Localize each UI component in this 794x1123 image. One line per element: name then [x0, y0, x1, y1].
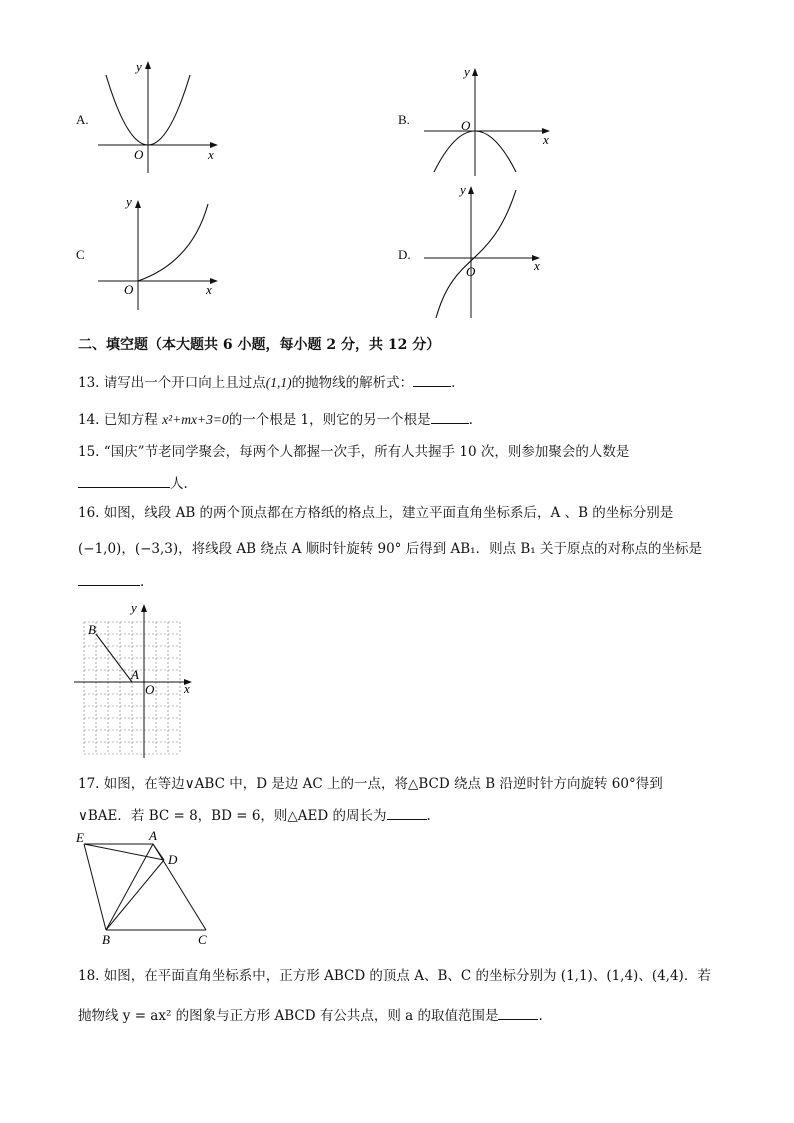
q16-grid-figure [74, 600, 200, 760]
question-16-line2: (−1,0)，(−3,3)，将线段 AB 绕点 A 顺时针旋转 90° 后得到 AB₁．则点 B₁ 关于原点的对称点的坐标是 [78, 541, 703, 557]
origin-label: O [124, 282, 134, 297]
point-b-label: B [102, 932, 110, 947]
question-number: 13. [78, 375, 100, 391]
question-17: 17. 如图，在等边∨ABC 中，D 是边 AC 上的一点，将△BCD 绕点 B 沿逆时针方向旋转 60°得到 [78, 776, 663, 792]
x-axis-label: x [208, 147, 214, 162]
question-number: 18. [78, 968, 100, 984]
x-axis-label: x [206, 282, 212, 297]
option-d-label: D. [398, 247, 411, 262]
answer-blank [387, 807, 427, 820]
answer-blank [431, 411, 469, 424]
y-axis-label: y [464, 64, 470, 79]
origin-label: O [461, 118, 471, 133]
y-axis-label: y [460, 182, 466, 197]
option-c-graph [92, 192, 232, 312]
question-17-line2: ∨BAE．若 BC = 8，BD = 6，则△AED 的周长为 . [78, 808, 431, 824]
question-number: 16. [78, 505, 100, 521]
question-18: 18. 如图，在平面直角坐标系中，正方形 ABCD 的顶点 A、B、C 的坐标分别为 (1,1)、(1,4)、(4,4)．若 [78, 968, 711, 984]
question-18-line2: 抛物线 y = ax² 的图象与正方形 ABCD 有公共点，则 a 的取值范围是 . [78, 1008, 543, 1024]
option-a-graph [92, 55, 232, 180]
y-axis-label: y [136, 59, 142, 74]
section-heading: 二、填空题（本大题共 6 小题，每小题 2 分，共 12 分） [78, 337, 441, 353]
option-b-graph [420, 60, 560, 178]
origin-label: O [145, 682, 155, 697]
answer-blank [413, 374, 451, 387]
question-16-line3: . [78, 573, 144, 590]
answer-blank [498, 1007, 538, 1020]
option-a-label: A. [76, 112, 89, 127]
x-axis-label: x [543, 132, 549, 147]
question-15-line2: 人. [78, 472, 188, 492]
answer-blank [78, 475, 170, 488]
point-a-label: A [131, 667, 139, 682]
option-b-label: B. [398, 112, 410, 127]
point-e-label: E [76, 830, 84, 845]
y-axis-label: y [131, 600, 137, 615]
answer-blank [78, 573, 140, 586]
question-number: 15. [78, 444, 100, 460]
question-14: 14. 已知方程 x²+mx+3=0的一个根是 1，则它的另一个根是 . [78, 412, 473, 428]
question-number: 14. [78, 412, 100, 428]
point-c-label: C [198, 932, 207, 947]
question-13: 13. 请写出一个开口向上且过点(1,1)的抛物线的解析式： . [78, 375, 456, 391]
question-number: 17. [78, 776, 100, 792]
x-axis-label: x [534, 258, 540, 273]
point-a-label: A [149, 828, 157, 843]
point-d-label: D [168, 852, 178, 867]
option-d-graph [420, 180, 560, 320]
origin-label: O [466, 264, 476, 279]
question-16: 16. 如图，线段 AB 的两个顶点都在方格纸的格点上，建立平面直角坐标系后，A 、B 的坐标分别是 [78, 505, 674, 521]
origin-label: O [134, 147, 144, 162]
point-b-label: B [88, 622, 96, 637]
option-c-label: C [76, 247, 85, 262]
question-15: 15. “国庆”节老同学聚会，每两个人都握一次手，所有人共握手 10 次，则参加聚会的人数是 [78, 444, 630, 460]
x-axis-label: x [184, 681, 190, 696]
q17-triangle-figure [72, 826, 222, 950]
y-axis-label: y [126, 194, 132, 209]
